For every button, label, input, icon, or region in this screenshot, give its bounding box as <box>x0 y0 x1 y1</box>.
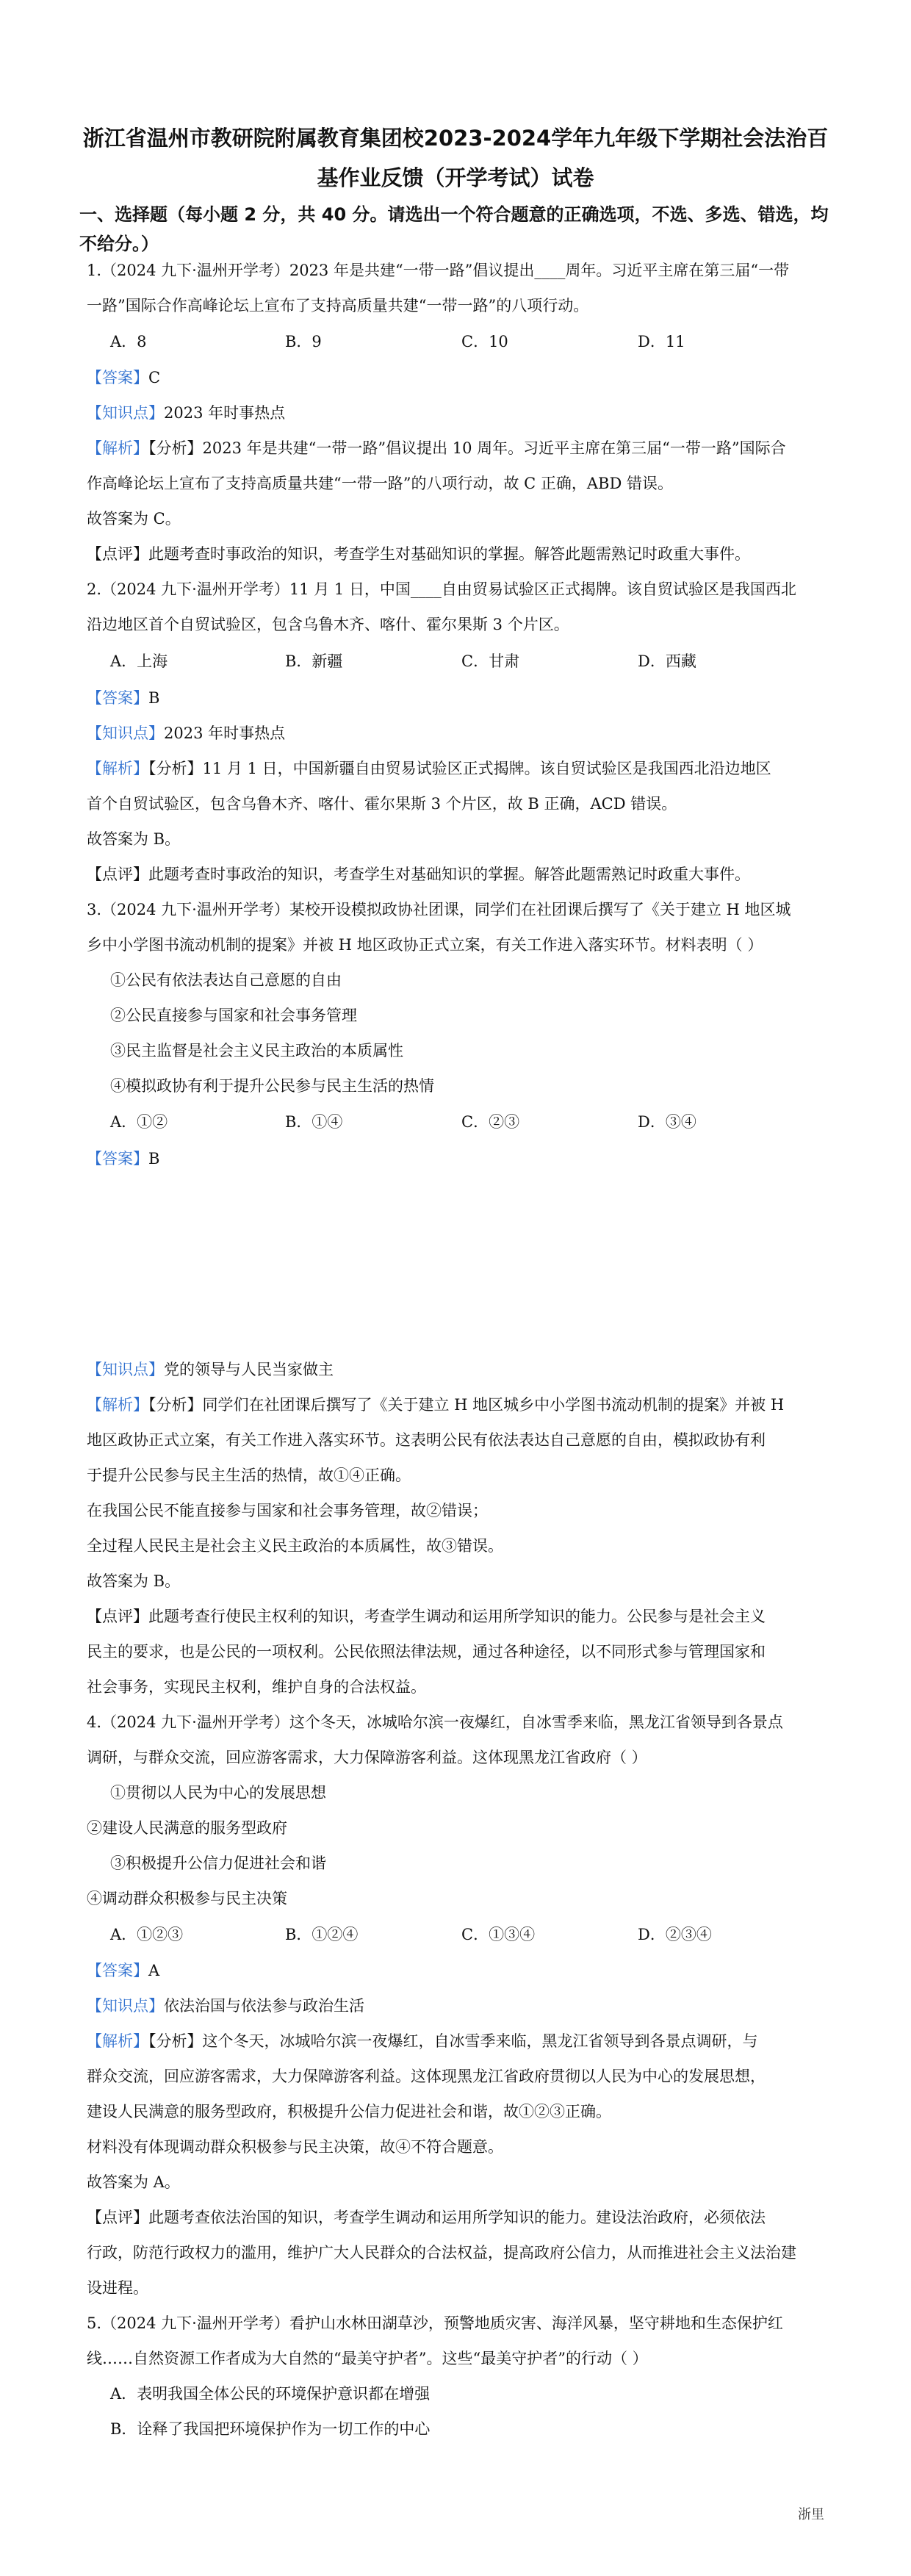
q2-comment-text: 此题考查时事政治的知识，考查学生对基础知识的掌握。解答此题需熟记时政重大事件。 <box>148 866 750 883</box>
q3-comment-text: 此题考查行使民主权利的知识，考查学生调动和运用所学知识的能力。公民参与是社会主义 <box>148 1608 766 1625</box>
answer-tag: 【答案】 <box>87 689 148 707</box>
q2-option-d: D．西藏 <box>638 652 696 670</box>
q5-stem-line-2: 线……自然资源工作者成为大自然的“最美守护者”。这些“最美守护者”的行动（ ） <box>87 2350 648 2367</box>
q4-option-a: A．①②③ <box>110 1926 184 1943</box>
knowledge-tag: 【知识点】 <box>87 1997 164 2015</box>
q3-knowledge-value: 党的领导与人民当家做主 <box>164 1361 334 1378</box>
q2-stem-line-2: 沿边地区首个自贸试验区，包含乌鲁木齐、喀什、霍尔果斯 3 个片区。 <box>87 616 569 633</box>
q1-comment <box>87 536 835 572</box>
analysis-tag: 【解析】 <box>87 1396 148 1414</box>
q3-knowledge-point <box>87 1352 835 1387</box>
section-heading: 一、选择题（每小题 2 分，共 40 分。请选出一个符合题意的正确选项，不选、多选、错选，均不给分。） <box>79 204 829 254</box>
comment-tag: 【点评】 <box>87 545 148 563</box>
q4-stem-line-1: 4.（2024 九下·温州开学考）这个冬天，冰城哈尔滨一夜爆红，自冰雪季来临，黑龙江省领导到各景点 <box>87 1713 783 1731</box>
q3-analysis-line-5: 全过程人民民主是社会主义民主政治的本质属性，故③错误。 <box>87 1537 503 1555</box>
q1-knowledge-point <box>87 395 835 431</box>
q3-option-b: B．①④ <box>285 1113 343 1131</box>
q1-stem-line-1: 1.（2024 九下·温州开学考）2023 年是共建“一带一路”倡议提出____周年。习近平主席在第三届“一带 <box>87 262 790 279</box>
title-line-2: 基作业反馈（开学考试）试卷 <box>317 165 594 190</box>
comment-tag: 【点评】 <box>87 866 148 883</box>
knowledge-tag: 【知识点】 <box>87 724 164 742</box>
q2-option-c: C．甘肃 <box>461 652 520 670</box>
q3-analysis-line-1 <box>87 1387 835 1422</box>
q3-conclusion: 故答案为 B。 <box>87 1572 181 1590</box>
q1-option-c: C．10 <box>461 333 508 350</box>
q4-item-4: ④调动群众积极参与民主决策 <box>87 1890 287 1907</box>
q1-knowledge-value: 2023 年时事热点 <box>164 404 286 422</box>
analysis-tag: 【解析】 <box>87 2032 148 2050</box>
q4-analysis-line-4: 材料没有体现调动群众积极参与民主决策，故④不符合题意。 <box>87 2138 503 2156</box>
q4-option-d: D．②③④ <box>638 1926 712 1943</box>
q5-option-b: B．诠释了我国把环境保护作为一切工作的中心 <box>110 2420 431 2438</box>
q2-analysis-line-2: 首个自贸试验区，包含乌鲁木齐、喀什、霍尔果斯 3 个片区，故 B 正确，ACD 错误。 <box>87 795 677 813</box>
comment-tag: 【点评】 <box>87 1608 148 1625</box>
knowledge-tag: 【知识点】 <box>87 1361 164 1378</box>
q4-conclusion: 故答案为 A。 <box>87 2173 180 2191</box>
q3-item-4: ④模拟政协有利于提升公民参与民主生活的热情 <box>110 1077 434 1095</box>
q3-item-3: ③民主监督是社会主义民主政治的本质属性 <box>110 1042 403 1059</box>
q2-option-a: A．上海 <box>110 652 168 670</box>
q1-option-b: B．9 <box>285 333 322 350</box>
q2-analysis-line-1 <box>87 751 835 786</box>
title-line-1: 浙江省温州市教研院附属教育集团校2023-2024学年九年级下学期社会法治百 <box>82 126 829 151</box>
q3-answer <box>87 1141 835 1176</box>
q3-option-d: D．③④ <box>638 1113 696 1131</box>
q3-analysis-text: 【分析】同学们在社团课后撰写了《关于建立 H 地区城乡中小学图书流动机制的提案》并被 H <box>148 1396 785 1414</box>
q4-comment-line-3: 设进程。 <box>87 2279 148 2297</box>
q3-comment-line-3: 社会事务，实现民主权利，维护自身的合法权益。 <box>87 1678 426 1696</box>
q3-comment-line-1 <box>87 1599 835 1634</box>
q3-stem-line-1: 3.（2024 九下·温州开学考）某校开设模拟政协社团课，同学们在社团课后撰写了《关于建立 H 地区城 <box>87 901 791 918</box>
q4-comment-line-2: 行政，防范行政权力的滥用，维护广大人民群众的合法权益，提高政府公信力，从而推进社会主义法治建 <box>87 2244 796 2262</box>
q4-item-2: ②建设人民满意的服务型政府 <box>87 1819 287 1837</box>
q4-answer-value: A <box>148 1962 160 1979</box>
q2-answer-value: B <box>148 689 160 707</box>
q4-comment-line-1 <box>87 2200 835 2235</box>
q1-option-a: A．8 <box>110 333 147 350</box>
q3-analysis-line-4: 在我国公民不能直接参与国家和社会事务管理，故②错误； <box>87 1502 488 1519</box>
answer-tag: 【答案】 <box>87 1962 148 1979</box>
q3-option-c: C．②③ <box>461 1113 520 1131</box>
q4-analysis-text: 【分析】这个冬天，冰城哈尔滨一夜爆红，自冰雪季来临，黑龙江省领导到各景点调研，与 <box>148 2032 758 2050</box>
q2-knowledge-point <box>87 716 835 751</box>
q3-stem-line-2: 乡中小学图书流动机制的提案》并被 H 地区政协正式立案，有关工作进入落实环节。材料表明（ ） <box>87 936 763 954</box>
q4-stem-line-2: 调研，与群众交流，回应游客需求，大力保障游客利益。这体现黑龙江省政府（ ） <box>87 1749 647 1766</box>
knowledge-tag: 【知识点】 <box>87 404 164 422</box>
q4-option-c: C．①③④ <box>461 1926 536 1943</box>
q3-analysis-line-3: 于提升公民参与民主生活的热情，故①④正确。 <box>87 1467 411 1484</box>
q3-analysis-line-2: 地区政协正式立案，有关工作进入落实环节。这表明公民有依法表达自己意愿的自由，模拟政协有利 <box>87 1431 766 1449</box>
q2-conclusion: 故答案为 B。 <box>87 830 181 848</box>
q2-knowledge-value: 2023 年时事热点 <box>164 724 286 742</box>
q5-stem-line-1: 5.（2024 九下·温州开学考）看护山水林田湖草沙，预警地质灾害、海洋风暴，坚守耕地和生态保护红 <box>87 2314 783 2332</box>
q4-knowledge-value: 依法治国与依法参与政治生活 <box>164 1997 364 2015</box>
q3-option-a: A．①② <box>110 1113 168 1131</box>
q3-answer-value: B <box>148 1150 160 1168</box>
q2-comment <box>87 857 835 892</box>
q1-analysis-line-1 <box>87 431 835 466</box>
q2-answer <box>87 680 835 716</box>
page-footer: 浙里 <box>798 2507 824 2522</box>
q4-option-b: B．①②④ <box>285 1926 359 1943</box>
q1-answer <box>87 360 835 395</box>
q2-analysis-text: 【分析】11 月 1 日，中国新疆自由贸易试验区正式揭牌。该自贸试验区是我国西北沿边地区 <box>148 760 771 777</box>
q4-item-3: ③积极提升公信力促进社会和谐 <box>110 1854 326 1872</box>
answer-tag: 【答案】 <box>87 1150 148 1168</box>
q1-option-d: D．11 <box>638 333 685 350</box>
q1-comment-text: 此题考查时事政治的知识，考查学生对基础知识的掌握。解答此题需熟记时政重大事件。 <box>148 545 750 563</box>
q1-analysis-line-2: 作高峰论坛上宣布了支持高质量共建“一带一路”的八项行动，故 C 正确，ABD 错误。 <box>87 475 673 492</box>
q1-answer-value: C <box>148 369 161 386</box>
q4-analysis-line-1 <box>87 2023 835 2059</box>
q4-analysis-line-3: 建设人民满意的服务型政府，积极提升公信力促进社会和谐，故①②③正确。 <box>87 2103 611 2120</box>
q1-conclusion: 故答案为 C。 <box>87 510 181 528</box>
analysis-tag: 【解析】 <box>87 760 148 777</box>
q4-answer <box>87 1953 835 1988</box>
q3-comment-line-2: 民主的要求，也是公民的一项权利。公民依照法律法规，通过各种途径，以不同形式参与管理国家和 <box>87 1643 766 1661</box>
q4-item-1: ①贯彻以人民为中心的发展思想 <box>110 1784 326 1802</box>
q4-comment-text: 此题考查依法治国的知识，考查学生调动和运用所学知识的能力。建设法治政府，必须依法 <box>148 2209 766 2226</box>
q2-option-b: B．新疆 <box>285 652 343 670</box>
q2-stem-line-1: 2.（2024 九下·温州开学考）11 月 1 日，中国____自由贸易试验区正式揭牌。该自贸试验区是我国西北 <box>87 580 796 598</box>
q4-knowledge-point <box>87 1988 835 2023</box>
comment-tag: 【点评】 <box>87 2209 148 2226</box>
analysis-tag: 【解析】 <box>87 439 148 457</box>
q3-item-2: ②公民直接参与国家和社会事务管理 <box>110 1007 357 1024</box>
q5-option-a: A．表明我国全体公民的环境保护意识都在增强 <box>110 2385 431 2403</box>
q1-stem-line-2: 一路”国际合作高峰论坛上宣布了支持高质量共建“一带一路”的八项行动。 <box>87 297 589 314</box>
answer-tag: 【答案】 <box>87 369 148 386</box>
q1-analysis-text: 【分析】2023 年是共建“一带一路”倡议提出 10 周年。习近平主席在第三届“一带一路”国际合 <box>148 439 786 457</box>
q4-analysis-line-2: 群众交流，回应游客需求，大力保障游客利益。这体现黑龙江省政府贯彻以人民为中心的发展思想， <box>87 2068 766 2085</box>
q3-item-1: ①公民有依法表达自己意愿的自由 <box>110 971 342 989</box>
